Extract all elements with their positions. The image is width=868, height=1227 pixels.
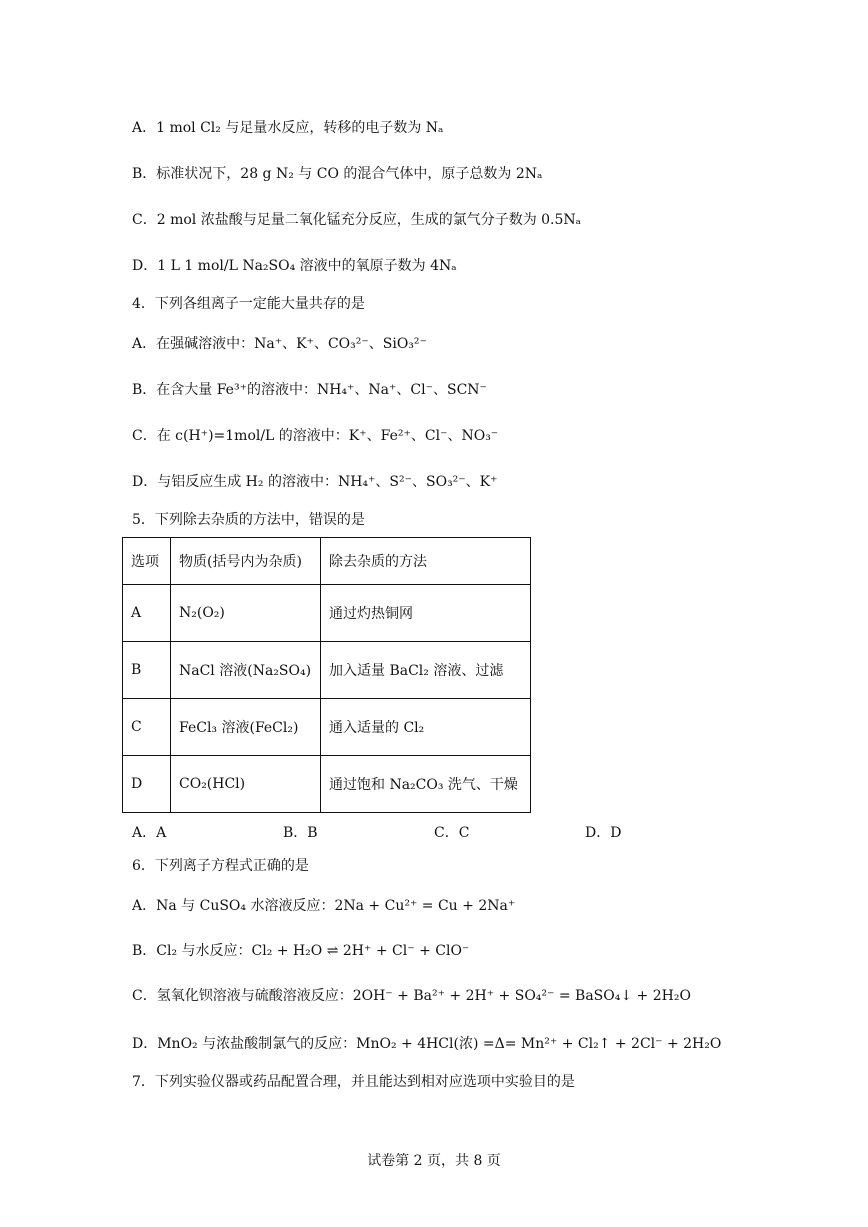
table-cell: 通过饱和 Na₂CO₃ 洗气、干燥 [321, 756, 531, 813]
table-cell: 通过灼热铜网 [321, 585, 531, 642]
q6-stem: 6．下列离子方程式正确的是 [132, 858, 309, 874]
q3-option-b: B．标准状况下，28 g N₂ 与 CO 的混合气体中，原子总数为 2Nₐ [132, 166, 543, 182]
table-row [123, 585, 531, 642]
table-cell: B [123, 642, 171, 699]
q5-table [122, 537, 531, 813]
q4-option-b: B．在含大量 Fe³⁺的溶液中：NH₄⁺、Na⁺、Cl⁻、SCN⁻ [132, 382, 487, 398]
table-row [123, 642, 531, 699]
table-cell: C [123, 699, 171, 756]
q3-option-a: A．1 mol Cl₂ 与足量水反应，转移的电子数为 Nₐ [132, 120, 444, 136]
q6-option-a: A．Na 与 CuSO₄ 水溶液反应：2Na + Cu²⁺ = Cu + 2Na⁺ [132, 898, 516, 914]
q6-option-c: C．氢氧化钡溶液与硫酸溶液反应：2OH⁻ + Ba²⁺ + 2H⁺ + SO₄²⁻ = BaSO₄↓ + 2H₂O [132, 988, 691, 1004]
table-cell: D [123, 756, 171, 813]
table-header: 物质(括号内为杂质) [171, 538, 321, 585]
table-cell: A [123, 585, 171, 642]
q5-answer-c: C．C [434, 825, 470, 841]
table-cell: N₂(O₂) [171, 585, 321, 642]
table-header: 除去杂质的方法 [321, 538, 531, 585]
table-cell: 加入适量 BaCl₂ 溶液、过滤 [321, 642, 531, 699]
q5-answer-a: A．A [132, 825, 167, 841]
q6-option-b: B．Cl₂ 与水反应：Cl₂ + H₂O ⇌ 2H⁺ + Cl⁻ + ClO⁻ [132, 943, 470, 959]
q3-option-d: D．1 L 1 mol/L Na₂SO₄ 溶液中的氧原子数为 4Nₐ [132, 258, 457, 274]
q7-stem: 7．下列实验仪器或药品配置合理，并且能达到相对应选项中实验目的是 [132, 1074, 575, 1090]
q4-stem: 4．下列各组离子一定能大量共存的是 [132, 296, 365, 312]
q3-option-c: C．2 mol 浓盐酸与足量二氧化锰充分反应，生成的氯气分子数为 0.5Nₐ [132, 212, 582, 228]
q5-stem: 5．下列除去杂质的方法中，错误的是 [132, 512, 365, 528]
table-row [123, 756, 531, 813]
q5-answer-d: D．D [585, 825, 622, 841]
table-cell: CO₂(HCl) [171, 756, 321, 813]
table-cell: FeCl₃ 溶液(FeCl₂) [171, 699, 321, 756]
q6-option-d: D．MnO₂ 与浓盐酸制氯气的反应：MnO₂ + 4HCl(浓) =Δ= Mn²⁺ + Cl₂↑ + 2Cl⁻ + 2H₂O [132, 1036, 722, 1052]
table-cell: NaCl 溶液(Na₂SO₄) [171, 642, 321, 699]
q4-option-c: C．在 c(H⁺)=1mol/L 的溶液中：K⁺、Fe²⁺、Cl⁻、NO₃⁻ [132, 428, 499, 444]
table-header-row [123, 538, 531, 585]
table-cell: 通入适量的 Cl₂ [321, 699, 531, 756]
page-footer: 试卷第 2 页，共 8 页 [367, 1153, 501, 1169]
table-row [123, 699, 531, 756]
q4-option-d: D．与铝反应生成 H₂ 的溶液中：NH₄⁺、S²⁻、SO₃²⁻、K⁺ [132, 474, 498, 490]
q4-option-a: A．在强碱溶液中：Na⁺、K⁺、CO₃²⁻、SiO₃²⁻ [132, 336, 427, 352]
table-header: 选项 [123, 538, 171, 585]
q5-answer-b: B．B [283, 825, 318, 841]
